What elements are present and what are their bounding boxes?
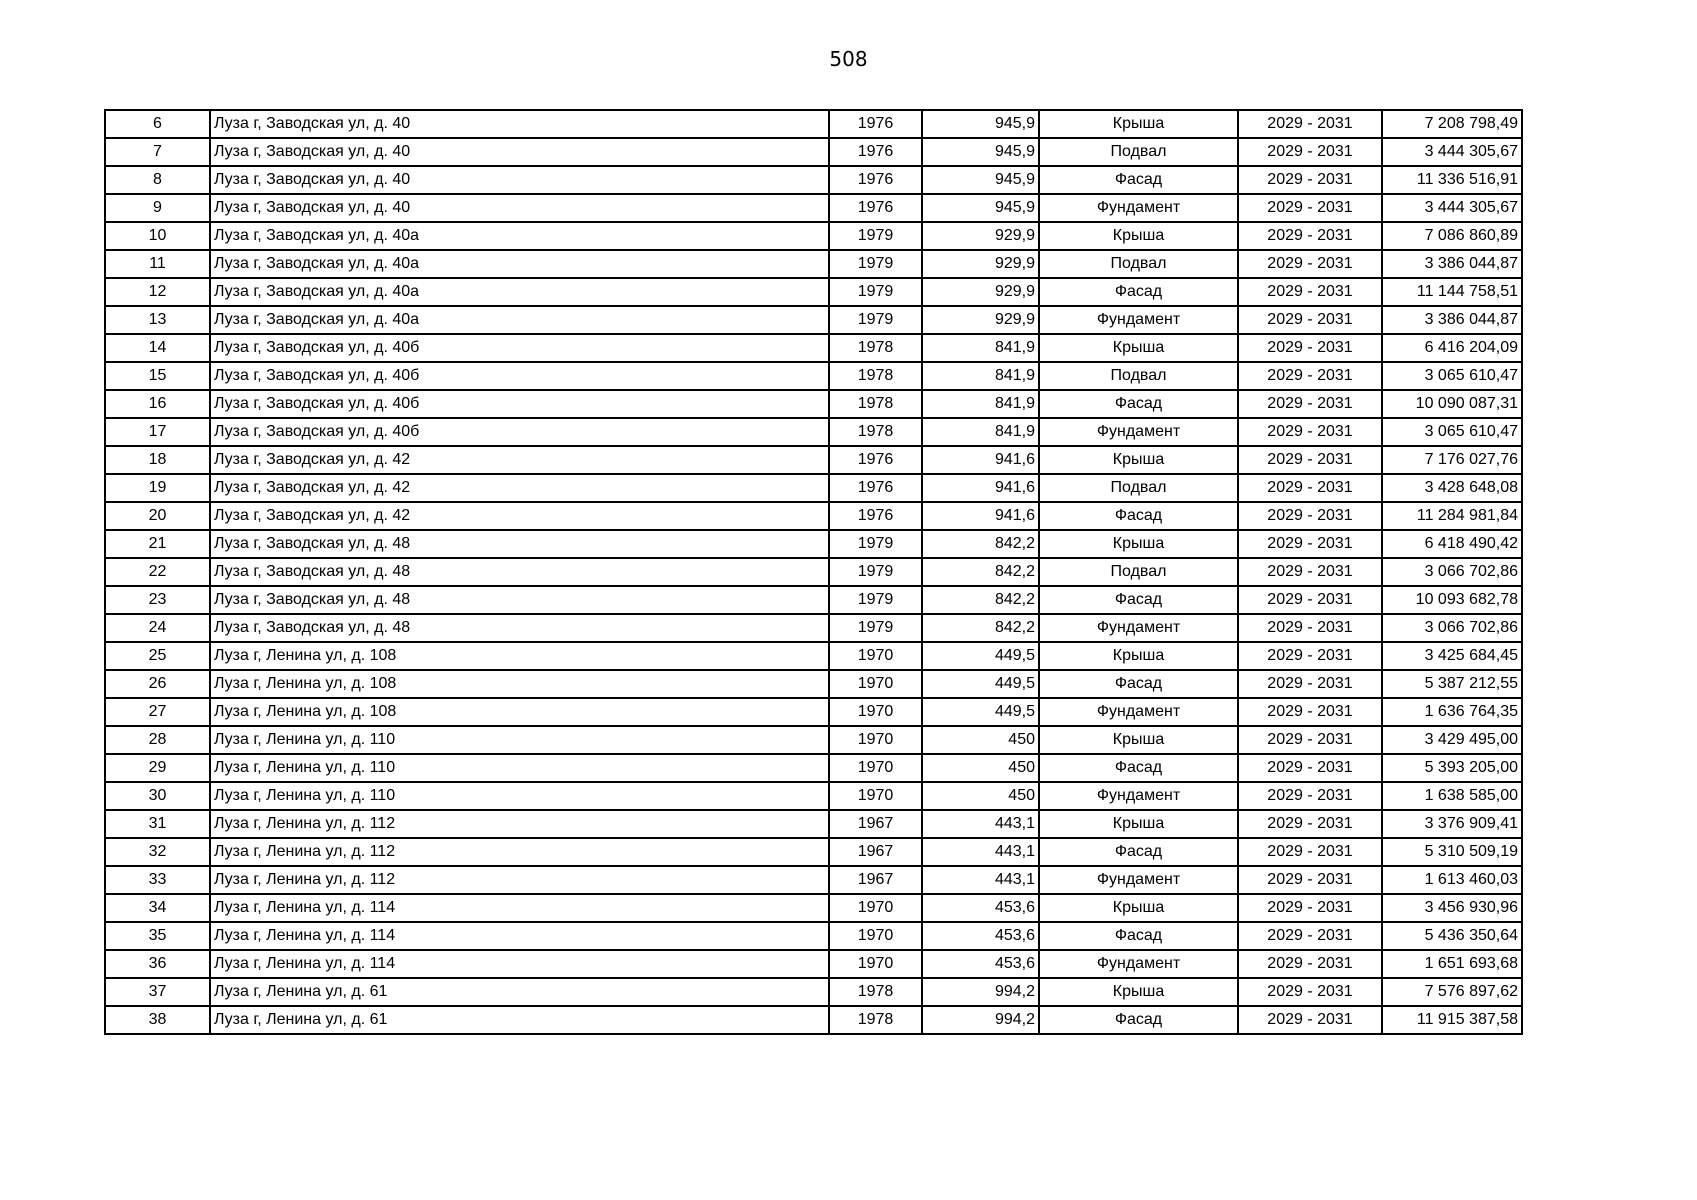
area-cell: 842,2	[922, 586, 1039, 614]
cost-cell: 5 310 509,19	[1382, 838, 1522, 866]
structure-element-cell: Подвал	[1039, 558, 1238, 586]
cost-cell: 1 638 585,00	[1382, 782, 1522, 810]
address-cell: Луза г, Ленина ул, д. 110	[210, 782, 829, 810]
repair-period-cell: 2029 - 2031	[1238, 502, 1382, 530]
build-year-cell: 1979	[829, 222, 922, 250]
cost-cell: 7 576 897,62	[1382, 978, 1522, 1006]
repair-period-cell: 2029 - 2031	[1238, 222, 1382, 250]
cost-cell: 3 376 909,41	[1382, 810, 1522, 838]
row-number-cell: 9	[105, 194, 210, 222]
area-cell: 945,9	[922, 194, 1039, 222]
cost-cell: 3 065 610,47	[1382, 418, 1522, 446]
structure-element-cell: Фундамент	[1039, 866, 1238, 894]
cost-cell: 10 093 682,78	[1382, 586, 1522, 614]
structure-element-cell: Крыша	[1039, 334, 1238, 362]
table-row	[105, 110, 1522, 138]
repair-period-cell: 2029 - 2031	[1238, 950, 1382, 978]
build-year-cell: 1978	[829, 1006, 922, 1034]
row-number-cell: 32	[105, 838, 210, 866]
area-cell: 841,9	[922, 334, 1039, 362]
address-cell: Луза г, Заводская ул, д. 42	[210, 446, 829, 474]
cost-cell: 5 436 350,64	[1382, 922, 1522, 950]
address-cell: Луза г, Заводская ул, д. 40б	[210, 334, 829, 362]
address-cell: Луза г, Ленина ул, д. 114	[210, 950, 829, 978]
structure-element-cell: Крыша	[1039, 110, 1238, 138]
structure-element-cell: Фасад	[1039, 166, 1238, 194]
address-cell: Луза г, Ленина ул, д. 108	[210, 670, 829, 698]
repair-period-cell: 2029 - 2031	[1238, 810, 1382, 838]
row-number-cell: 35	[105, 922, 210, 950]
area-cell: 443,1	[922, 866, 1039, 894]
structure-element-cell: Крыша	[1039, 894, 1238, 922]
address-cell: Луза г, Заводская ул, д. 40а	[210, 278, 829, 306]
area-cell: 842,2	[922, 558, 1039, 586]
table-row	[105, 362, 1522, 390]
row-number-cell: 15	[105, 362, 210, 390]
address-cell: Луза г, Заводская ул, д. 40	[210, 194, 829, 222]
area-cell: 453,6	[922, 950, 1039, 978]
address-cell: Луза г, Заводская ул, д. 40а	[210, 222, 829, 250]
repair-period-cell: 2029 - 2031	[1238, 530, 1382, 558]
structure-element-cell: Подвал	[1039, 474, 1238, 502]
address-cell: Луза г, Ленина ул, д. 114	[210, 894, 829, 922]
structure-element-cell: Подвал	[1039, 138, 1238, 166]
row-number-cell: 12	[105, 278, 210, 306]
area-cell: 453,6	[922, 894, 1039, 922]
structure-element-cell: Фасад	[1039, 278, 1238, 306]
area-cell: 841,9	[922, 390, 1039, 418]
structure-element-cell: Фундамент	[1039, 418, 1238, 446]
table-row	[105, 950, 1522, 978]
structure-element-cell: Фасад	[1039, 502, 1238, 530]
table-row	[105, 334, 1522, 362]
table-row	[105, 418, 1522, 446]
area-cell: 929,9	[922, 278, 1039, 306]
row-number-cell: 25	[105, 642, 210, 670]
row-number-cell: 20	[105, 502, 210, 530]
address-cell: Луза г, Заводская ул, д. 40б	[210, 418, 829, 446]
structure-element-cell: Крыша	[1039, 810, 1238, 838]
build-year-cell: 1978	[829, 334, 922, 362]
repair-period-cell: 2029 - 2031	[1238, 642, 1382, 670]
row-number-cell: 26	[105, 670, 210, 698]
cost-cell: 6 418 490,42	[1382, 530, 1522, 558]
table-row	[105, 586, 1522, 614]
build-year-cell: 1979	[829, 586, 922, 614]
build-year-cell: 1967	[829, 810, 922, 838]
repair-period-cell: 2029 - 2031	[1238, 726, 1382, 754]
address-cell: Луза г, Заводская ул, д. 48	[210, 614, 829, 642]
table-row	[105, 894, 1522, 922]
address-cell: Луза г, Ленина ул, д. 112	[210, 866, 829, 894]
repair-period-cell: 2029 - 2031	[1238, 614, 1382, 642]
cost-cell: 3 444 305,67	[1382, 138, 1522, 166]
table-row	[105, 698, 1522, 726]
row-number-cell: 6	[105, 110, 210, 138]
area-cell: 929,9	[922, 306, 1039, 334]
row-number-cell: 37	[105, 978, 210, 1006]
row-number-cell: 18	[105, 446, 210, 474]
row-number-cell: 29	[105, 754, 210, 782]
cost-cell: 7 176 027,76	[1382, 446, 1522, 474]
cost-cell: 3 444 305,67	[1382, 194, 1522, 222]
cost-cell: 3 066 702,86	[1382, 614, 1522, 642]
row-number-cell: 22	[105, 558, 210, 586]
row-number-cell: 23	[105, 586, 210, 614]
structure-element-cell: Фасад	[1039, 1006, 1238, 1034]
repair-period-cell: 2029 - 2031	[1238, 586, 1382, 614]
repair-period-cell: 2029 - 2031	[1238, 138, 1382, 166]
address-cell: Луза г, Ленина ул, д. 110	[210, 726, 829, 754]
repair-period-cell: 2029 - 2031	[1238, 978, 1382, 1006]
address-cell: Луза г, Ленина ул, д. 108	[210, 642, 829, 670]
area-cell: 941,6	[922, 502, 1039, 530]
table-row	[105, 194, 1522, 222]
area-cell: 929,9	[922, 250, 1039, 278]
address-cell: Луза г, Ленина ул, д. 108	[210, 698, 829, 726]
table-body	[105, 110, 1522, 1034]
table-row	[105, 614, 1522, 642]
row-number-cell: 24	[105, 614, 210, 642]
cost-cell: 1 636 764,35	[1382, 698, 1522, 726]
area-cell: 450	[922, 782, 1039, 810]
build-year-cell: 1970	[829, 698, 922, 726]
repair-period-cell: 2029 - 2031	[1238, 838, 1382, 866]
area-cell: 941,6	[922, 474, 1039, 502]
structure-element-cell: Фасад	[1039, 390, 1238, 418]
build-year-cell: 1978	[829, 978, 922, 1006]
build-year-cell: 1970	[829, 922, 922, 950]
cost-cell: 10 090 087,31	[1382, 390, 1522, 418]
table-row	[105, 726, 1522, 754]
structure-element-cell: Фундамент	[1039, 614, 1238, 642]
area-cell: 450	[922, 726, 1039, 754]
build-year-cell: 1976	[829, 166, 922, 194]
repair-period-cell: 2029 - 2031	[1238, 446, 1382, 474]
build-year-cell: 1976	[829, 194, 922, 222]
area-cell: 841,9	[922, 418, 1039, 446]
address-cell: Луза г, Заводская ул, д. 40б	[210, 390, 829, 418]
structure-element-cell: Крыша	[1039, 642, 1238, 670]
table-row	[105, 922, 1522, 950]
structure-element-cell: Крыша	[1039, 978, 1238, 1006]
address-cell: Луза г, Заводская ул, д. 40б	[210, 362, 829, 390]
structure-element-cell: Фундамент	[1039, 950, 1238, 978]
repair-period-cell: 2029 - 2031	[1238, 194, 1382, 222]
repair-period-cell: 2029 - 2031	[1238, 866, 1382, 894]
area-cell: 929,9	[922, 222, 1039, 250]
build-year-cell: 1970	[829, 782, 922, 810]
cost-cell: 3 428 648,08	[1382, 474, 1522, 502]
structure-element-cell: Крыша	[1039, 530, 1238, 558]
row-number-cell: 30	[105, 782, 210, 810]
build-year-cell: 1979	[829, 306, 922, 334]
row-number-cell: 10	[105, 222, 210, 250]
structure-element-cell: Фасад	[1039, 922, 1238, 950]
address-cell: Луза г, Заводская ул, д. 40	[210, 166, 829, 194]
structure-element-cell: Фундамент	[1039, 306, 1238, 334]
row-number-cell: 7	[105, 138, 210, 166]
address-cell: Луза г, Заводская ул, д. 40	[210, 138, 829, 166]
table-row	[105, 446, 1522, 474]
structure-element-cell: Фасад	[1039, 586, 1238, 614]
cost-cell: 3 429 495,00	[1382, 726, 1522, 754]
area-cell: 945,9	[922, 110, 1039, 138]
structure-element-cell: Фундамент	[1039, 782, 1238, 810]
build-year-cell: 1967	[829, 838, 922, 866]
table-row	[105, 754, 1522, 782]
table-row	[105, 390, 1522, 418]
address-cell: Луза г, Ленина ул, д. 61	[210, 978, 829, 1006]
build-year-cell: 1979	[829, 614, 922, 642]
table-row	[105, 474, 1522, 502]
row-number-cell: 33	[105, 866, 210, 894]
build-year-cell: 1978	[829, 362, 922, 390]
cost-cell: 11 284 981,84	[1382, 502, 1522, 530]
table-row	[105, 866, 1522, 894]
table-row	[105, 838, 1522, 866]
cost-cell: 11 144 758,51	[1382, 278, 1522, 306]
build-year-cell: 1979	[829, 558, 922, 586]
repair-period-cell: 2029 - 2031	[1238, 278, 1382, 306]
cost-cell: 3 066 702,86	[1382, 558, 1522, 586]
area-cell: 450	[922, 754, 1039, 782]
build-year-cell: 1979	[829, 278, 922, 306]
area-cell: 449,5	[922, 670, 1039, 698]
build-year-cell: 1979	[829, 530, 922, 558]
cost-cell: 3 456 930,96	[1382, 894, 1522, 922]
area-cell: 994,2	[922, 1006, 1039, 1034]
area-cell: 941,6	[922, 446, 1039, 474]
structure-element-cell: Крыша	[1039, 726, 1238, 754]
row-number-cell: 17	[105, 418, 210, 446]
repair-period-cell: 2029 - 2031	[1238, 418, 1382, 446]
address-cell: Луза г, Заводская ул, д. 40а	[210, 306, 829, 334]
table-row	[105, 166, 1522, 194]
repair-period-cell: 2029 - 2031	[1238, 754, 1382, 782]
repair-period-cell: 2029 - 2031	[1238, 782, 1382, 810]
row-number-cell: 11	[105, 250, 210, 278]
build-year-cell: 1970	[829, 642, 922, 670]
address-cell: Луза г, Заводская ул, д. 48	[210, 530, 829, 558]
build-year-cell: 1967	[829, 866, 922, 894]
cost-cell: 3 386 044,87	[1382, 250, 1522, 278]
area-cell: 453,6	[922, 922, 1039, 950]
build-year-cell: 1976	[829, 446, 922, 474]
address-cell: Луза г, Заводская ул, д. 42	[210, 502, 829, 530]
address-cell: Луза г, Ленина ул, д. 112	[210, 838, 829, 866]
build-year-cell: 1976	[829, 138, 922, 166]
table-row	[105, 670, 1522, 698]
build-year-cell: 1976	[829, 502, 922, 530]
table-row	[105, 978, 1522, 1006]
address-cell: Луза г, Заводская ул, д. 40	[210, 110, 829, 138]
repair-period-cell: 2029 - 2031	[1238, 334, 1382, 362]
structure-element-cell: Крыша	[1039, 222, 1238, 250]
repair-schedule-table	[104, 109, 1523, 1035]
repair-period-cell: 2029 - 2031	[1238, 110, 1382, 138]
area-cell: 842,2	[922, 530, 1039, 558]
repair-period-cell: 2029 - 2031	[1238, 670, 1382, 698]
table-row	[105, 782, 1522, 810]
repair-period-cell: 2029 - 2031	[1238, 698, 1382, 726]
area-cell: 449,5	[922, 698, 1039, 726]
area-cell: 443,1	[922, 810, 1039, 838]
repair-period-cell: 2029 - 2031	[1238, 390, 1382, 418]
table-row	[105, 1006, 1522, 1034]
structure-element-cell: Подвал	[1039, 250, 1238, 278]
cost-cell: 1 651 693,68	[1382, 950, 1522, 978]
cost-cell: 3 065 610,47	[1382, 362, 1522, 390]
address-cell: Луза г, Заводская ул, д. 48	[210, 586, 829, 614]
table-row	[105, 642, 1522, 670]
area-cell: 443,1	[922, 838, 1039, 866]
area-cell: 994,2	[922, 978, 1039, 1006]
cost-cell: 3 425 684,45	[1382, 642, 1522, 670]
address-cell: Луза г, Заводская ул, д. 48	[210, 558, 829, 586]
row-number-cell: 13	[105, 306, 210, 334]
address-cell: Луза г, Ленина ул, д. 114	[210, 922, 829, 950]
row-number-cell: 16	[105, 390, 210, 418]
row-number-cell: 34	[105, 894, 210, 922]
cost-cell: 5 387 212,55	[1382, 670, 1522, 698]
row-number-cell: 36	[105, 950, 210, 978]
cost-cell: 11 915 387,58	[1382, 1006, 1522, 1034]
area-cell: 842,2	[922, 614, 1039, 642]
row-number-cell: 31	[105, 810, 210, 838]
cost-cell: 5 393 205,00	[1382, 754, 1522, 782]
row-number-cell: 8	[105, 166, 210, 194]
repair-period-cell: 2029 - 2031	[1238, 250, 1382, 278]
repair-period-cell: 2029 - 2031	[1238, 306, 1382, 334]
table-row	[105, 250, 1522, 278]
structure-element-cell: Фундамент	[1039, 698, 1238, 726]
address-cell: Луза г, Ленина ул, д. 112	[210, 810, 829, 838]
build-year-cell: 1970	[829, 894, 922, 922]
address-cell: Луза г, Заводская ул, д. 40а	[210, 250, 829, 278]
page-number: 508	[829, 47, 868, 71]
cost-cell: 6 416 204,09	[1382, 334, 1522, 362]
build-year-cell: 1970	[829, 950, 922, 978]
row-number-cell: 19	[105, 474, 210, 502]
area-cell: 945,9	[922, 138, 1039, 166]
area-cell: 841,9	[922, 362, 1039, 390]
cost-cell: 7 208 798,49	[1382, 110, 1522, 138]
structure-element-cell: Подвал	[1039, 362, 1238, 390]
row-number-cell: 27	[105, 698, 210, 726]
cost-cell: 7 086 860,89	[1382, 222, 1522, 250]
cost-cell: 1 613 460,03	[1382, 866, 1522, 894]
repair-period-cell: 2029 - 2031	[1238, 166, 1382, 194]
repair-period-cell: 2029 - 2031	[1238, 474, 1382, 502]
repair-period-cell: 2029 - 2031	[1238, 922, 1382, 950]
build-year-cell: 1978	[829, 390, 922, 418]
build-year-cell: 1976	[829, 474, 922, 502]
area-cell: 945,9	[922, 166, 1039, 194]
address-cell: Луза г, Ленина ул, д. 110	[210, 754, 829, 782]
cost-cell: 3 386 044,87	[1382, 306, 1522, 334]
table-row	[105, 558, 1522, 586]
build-year-cell: 1976	[829, 110, 922, 138]
table-row	[105, 530, 1522, 558]
repair-period-cell: 2029 - 2031	[1238, 1006, 1382, 1034]
table-row	[105, 222, 1522, 250]
build-year-cell: 1978	[829, 418, 922, 446]
row-number-cell: 21	[105, 530, 210, 558]
address-cell: Луза г, Заводская ул, д. 42	[210, 474, 829, 502]
structure-element-cell: Фасад	[1039, 838, 1238, 866]
repair-period-cell: 2029 - 2031	[1238, 894, 1382, 922]
row-number-cell: 14	[105, 334, 210, 362]
structure-element-cell: Фасад	[1039, 670, 1238, 698]
table-row	[105, 810, 1522, 838]
structure-element-cell: Фасад	[1039, 754, 1238, 782]
row-number-cell: 38	[105, 1006, 210, 1034]
build-year-cell: 1970	[829, 726, 922, 754]
table-row	[105, 278, 1522, 306]
table-row	[105, 502, 1522, 530]
table-row	[105, 138, 1522, 166]
structure-element-cell: Фундамент	[1039, 194, 1238, 222]
address-cell: Луза г, Ленина ул, д. 61	[210, 1006, 829, 1034]
cost-cell: 11 336 516,91	[1382, 166, 1522, 194]
area-cell: 449,5	[922, 642, 1039, 670]
table-row	[105, 306, 1522, 334]
repair-period-cell: 2029 - 2031	[1238, 362, 1382, 390]
repair-period-cell: 2029 - 2031	[1238, 558, 1382, 586]
row-number-cell: 28	[105, 726, 210, 754]
build-year-cell: 1970	[829, 670, 922, 698]
build-year-cell: 1970	[829, 754, 922, 782]
build-year-cell: 1979	[829, 250, 922, 278]
structure-element-cell: Крыша	[1039, 446, 1238, 474]
